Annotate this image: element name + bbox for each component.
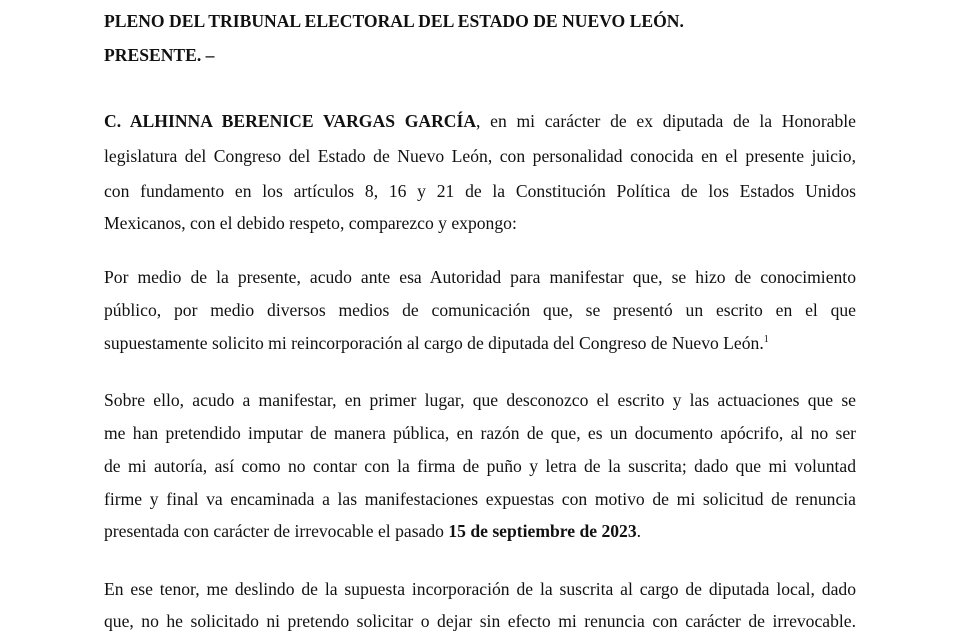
para2-line-4: firme y final va encaminada a las manifestaciones expuestas con motivo de mi solicitud de renuncia [104,489,856,509]
addressee-heading: PLENO DEL TRIBUNAL ELECTORAL DEL ESTADO DE NUEVO LEÓN. [104,11,684,31]
author-name: C. ALHINNA BERENICE VARGAS GARCÍA [104,111,477,131]
para1-line-1: Por medio de la presente, acudo ante esa Autoridad para manifestar que, se hizo de conocimiento [104,267,856,287]
para2-line-5-pre: presentada con carácter de irrevocable el pasado [104,521,449,541]
para3-line-1: En ese tenor, me deslindo de la supuesta incorporación de la suscrita al cargo de diputada local, dado [104,579,856,599]
para1-line-3 [104,332,769,354]
resignation-date: 15 de septiembre de 2023 [448,521,637,541]
presente-heading: PRESENTE. – [104,45,215,65]
para2-line-5 [104,520,641,542]
intro-line-1 [104,110,856,132]
para2-line-2: me han pretendido imputar de manera pública, en razón de que, es un documento apócrifo, al no ser [104,423,856,443]
intro-line-2: legislatura del Congreso del Estado de Nuevo León, con personalidad conocida en el presente juicio, [104,146,856,166]
intro-line-4: Mexicanos, con el debido respeto, comparezco y expongo: [104,213,517,233]
para3-line-2: que, no he solicitado ni pretendo solicitar o dejar sin efecto mi renuncia con carácter de irrevocable. [104,611,856,631]
intro-line-3: con fundamento en los artículos 8, 16 y 21 de la Constitución Política de los Estados Unidos [104,181,856,201]
para2-line-1: Sobre ello, acudo a manifestar, en primer lugar, que desconozco el escrito y las actuaciones que se [104,390,856,410]
para2-line-3: de mi autoría, así como no contar con la firma de puño y letra de la suscrita; dado que mi voluntad [104,456,856,476]
para2-line-5-post: . [636,521,642,541]
intro-line-1-rest: , en mi carácter de ex diputada de la Honorable [476,111,856,131]
para1-line-2: público, por medio diversos medios de comunicación que, se presentó un escrito en el que [104,300,856,320]
para1-line-3-text: supuestamente solicito mi reincorporación al cargo de diputada del Congreso de Nuevo León. [104,333,764,353]
footnote-reference: 1 [763,334,769,345]
